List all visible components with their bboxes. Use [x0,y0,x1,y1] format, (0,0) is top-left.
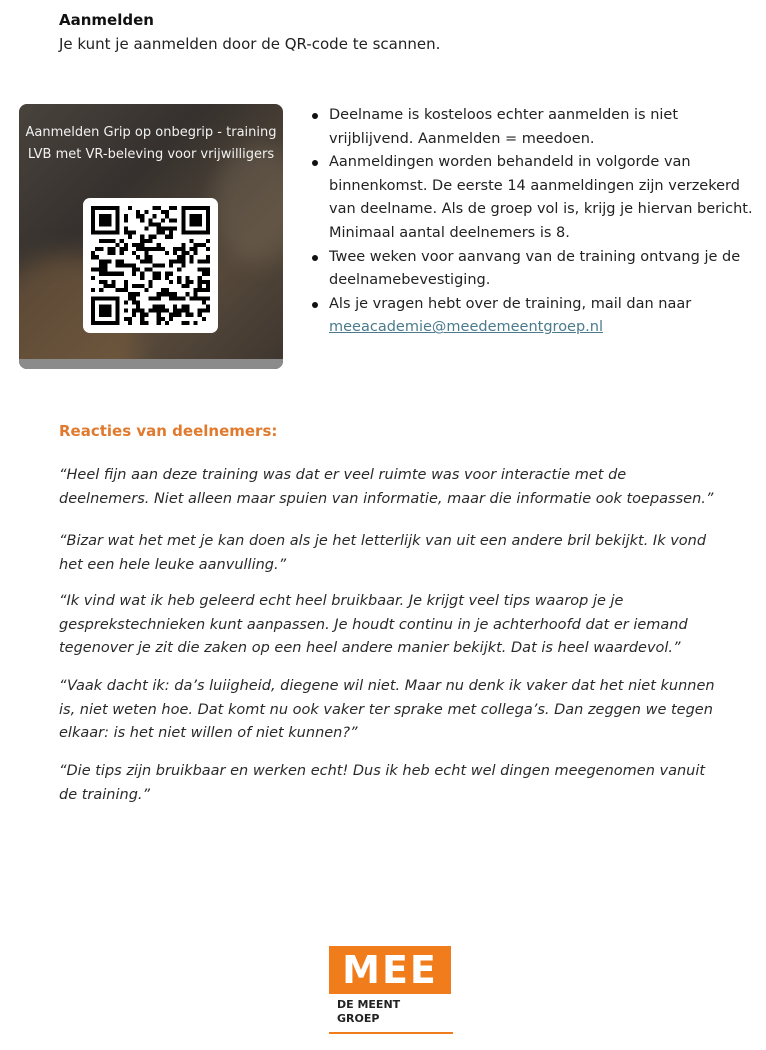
qr-card-title: Aanmelden Grip op onbegrip - training LVB met VR-beleving voor vrijwilligers [25,125,277,162]
logo-underline [329,1032,453,1034]
page-heading: Aanmelden [59,11,154,29]
testimonial-quote: “Ik vind wat ik heb geleerd echt heel bruikbaar. Je krijgt veel tips waarop je je gesprekstechnieken kunt aanpassen. Je houdt continu in je achterhoofd dat er iemand tegenover je zit die zaken op een heel andere manier bekijkt. Dat is heel waardevol.” [59,593,688,656]
contact-text: Als je vragen hebt over de training, mail dan naar [329,295,692,312]
testimonial-quote: “Vaak dacht ik: da’s luiigheid, diegene wil niet. Maar nu denk ik vaker dat het niet kunnen is, niet weten hoe. Dat komt nu ook vaker ter sprake met collega’s. Dan zeggen we tegen elkaar: is het niet willen of niet kunnen?” [59,678,715,741]
list-item: Twee weken voor aanvang van de training ontvang je de deelnamebevestiging. [303,246,759,293]
testimonial-quote: “Die tips zijn bruikbaar en werken echt! Dus ik heb echt wel dingen meegenomen vanuit de training.” [59,763,706,803]
logo-line-1: DE MEENT [337,998,401,1011]
email-link[interactable]: meeacademie@meedemeentgroep.nl [329,319,604,336]
mee-logo [329,946,453,1036]
card-bottom-bar [19,359,283,369]
testimonial-quote: “Heel fijn aan deze training was dat er veel ruimte was voor interactie met de deelnemers. Niet alleen maar spuien van informatie, maar die informatie ook toepassen.” [59,467,714,507]
intro-text: Je kunt je aanmelden door de QR-code te scannen. [59,35,441,53]
logo-brand: MEE [342,948,438,992]
list-item [303,293,759,340]
list-item: Aanmeldingen worden behandeld in volgorde van binnenkomst. De eerste 14 aanmeldingen zijn verzekerd van deelname. Als de groep vol is, krijg je hiervan bericht. Minimaal aantal deelnemers is 8. [303,151,759,245]
info-list [303,104,759,340]
logo-subtitle [337,998,400,1026]
logo-line-2: GROEP [337,1012,380,1025]
logo-box [329,946,451,994]
list-item: Deelname is kosteloos echter aanmelden is niet vrijblijvend. Aanmelden = meedoen. [303,104,759,151]
testimonial-quote: “Bizar wat het met je kan doen als je het letterlijk van uit een andere bril bekijkt. Ik vond het een hele leuke aanvulling.” [59,533,707,573]
qr-code[interactable] [83,198,218,333]
reactions-heading: Reacties van deelnemers: [59,422,278,440]
qr-code-icon [91,206,210,325]
